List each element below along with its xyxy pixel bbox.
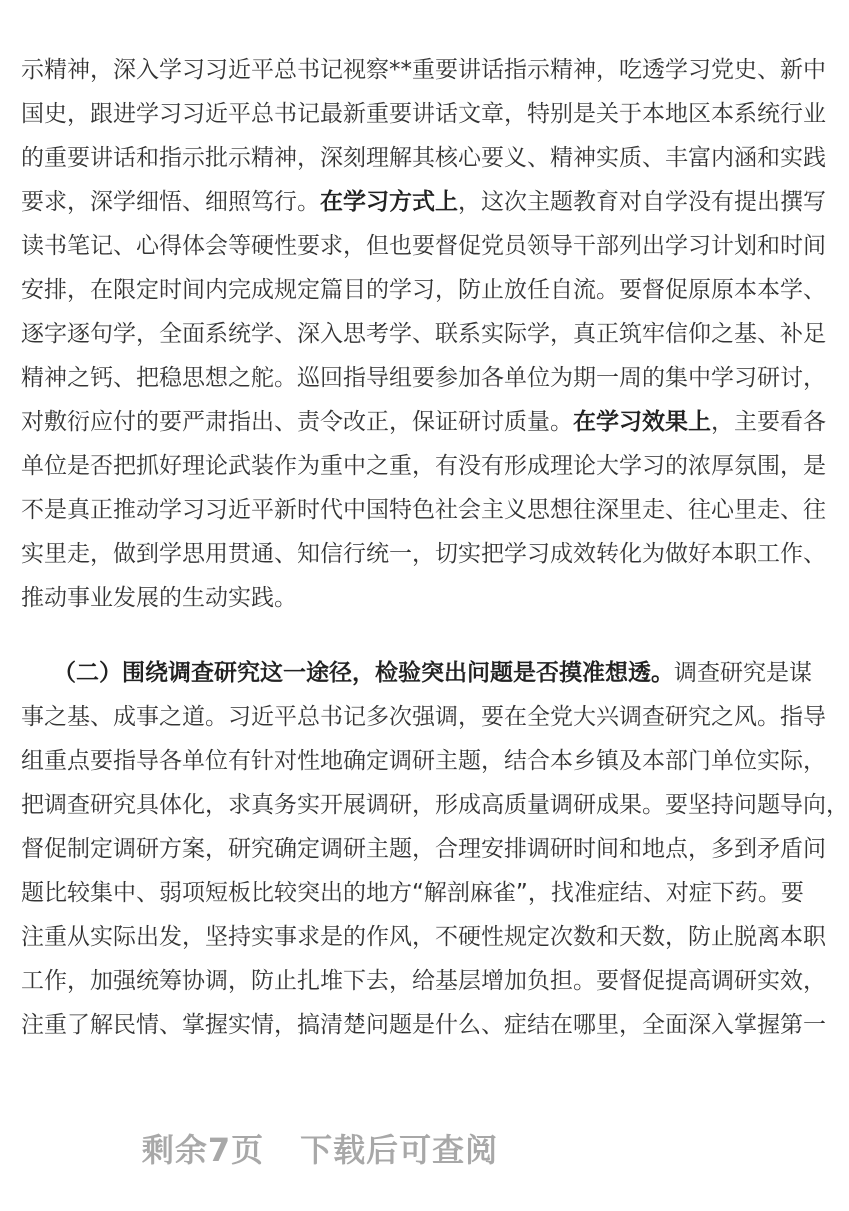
text-segment: 把调查研究具体化，求真务实开展调研，形成高质量调研成果。要坚持问题导向， [21, 792, 849, 818]
text-segment: 事之基、成事之道。习近平总书记多次强调，要在全党大兴调查研究之风。指导 [21, 704, 826, 730]
text-line [21, 532, 826, 576]
text-line [21, 695, 826, 739]
download-to-view-label[interactable]: 下载后可查阅 [300, 1131, 499, 1169]
text-segment: 单位是否把抓好理论武装作为重中之重，有没有形成理论大学习的浓厚氛围，是 [21, 453, 826, 479]
text-segment: ，这次主题教育对自学没有提出撰写 [458, 189, 826, 215]
text-line [21, 400, 826, 444]
text-line [21, 827, 826, 871]
text-segment: 读书笔记、心得体会等硬性要求，但也要督促党员领导干部列出学习计划和时间 [21, 233, 826, 259]
text-segment: 对敷衍应付的要严肃指出、责令改正，保证研讨质量。 [21, 409, 573, 435]
bold-text: 在学习效果上 [573, 409, 711, 435]
text-line [21, 312, 826, 356]
text-segment: 注重了解民情、掌握实情，搞清楚问题是什么、症结在哪里，全面深入掌握第一 [21, 1012, 826, 1038]
text-segment: 要求，深学细悟、细照笃行。 [21, 189, 320, 215]
paragraph-1 [21, 48, 826, 620]
text-segment: 推动事业发展的生动实践。 [21, 585, 297, 611]
text-line [21, 1003, 826, 1047]
text-segment: 逐字逐句学，全面系统学、深入思考学、联系实际学，真正筑牢信仰之基、补足 [21, 321, 826, 347]
text-line [21, 871, 804, 915]
bold-text: 在学习方式上 [320, 189, 458, 215]
remaining-pages-label: 剩余7页 [141, 1131, 265, 1169]
bold-text: （二）围绕调查研究这一途径，检验突出问题是否摸准想透。 [53, 660, 674, 686]
text-line [21, 783, 849, 827]
text-segment: 实里走，做到学思用贯通、知信行统一，切实把学习成效转化为做好本职工作、 [21, 541, 826, 567]
text-segment: 国史，跟进学习习近平总书记最新重要讲话文章，特别是关于本地区本系统行业 [21, 101, 826, 127]
text-line [21, 48, 826, 92]
text-line [21, 488, 826, 532]
text-segment: 工作，加强统筹协调，防止扎堆下去，给基层增加负担。要督促提高调研实效， [21, 968, 826, 994]
download-prompt[interactable] [0, 1125, 640, 1171]
text-line [21, 92, 826, 136]
text-line [21, 224, 826, 268]
text-segment: 调查研究是谋 [674, 660, 812, 686]
text-line [21, 739, 826, 783]
text-segment: 督促制定调研方案，研究确定调研主题，合理安排调研时间和地点，多到矛盾问 [21, 836, 826, 862]
text-segment: 安排，在限定时间内完成规定篇目的学习，防止放任自流。要督促原原本本学、 [21, 277, 826, 303]
text-line [21, 356, 826, 400]
text-line [21, 915, 826, 959]
text-segment: 注重从实际出发，坚持实事求是的作风，不硬性规定次数和天数，防止脱离本职 [21, 924, 826, 950]
text-line [21, 576, 621, 620]
text-segment: 不是真正推动学习习近平新时代中国特色社会主义思想往深里走、往心里走、往 [21, 497, 826, 523]
text-segment: 的重要讲话和指示批示精神，深刻理解其核心要义、精神实质、丰富内涵和实践 [21, 145, 826, 171]
text-line [21, 651, 812, 695]
paragraph-2 [21, 651, 849, 1047]
text-segment: 精神之钙、把稳思想之舵。巡回指导组要参加各单位为期一周的集中学习研讨， [21, 365, 826, 391]
text-line [21, 959, 826, 1003]
text-line [21, 180, 826, 224]
text-segment: ，主要看各 [711, 409, 826, 435]
text-line [21, 268, 826, 312]
text-segment: 题比较集中、弱项短板比较突出的地方“解剖麻雀”，找准症结、对症下药。要 [21, 880, 804, 906]
text-line [21, 444, 826, 488]
text-segment: 示精神，深入学习习近平总书记视察**重要讲话指示精神，吃透学习党史、新中 [21, 57, 826, 83]
text-segment: 组重点要指导各单位有针对性地确定调研主题，结合本乡镇及本部门单位实际， [21, 748, 826, 774]
text-line [21, 136, 826, 180]
